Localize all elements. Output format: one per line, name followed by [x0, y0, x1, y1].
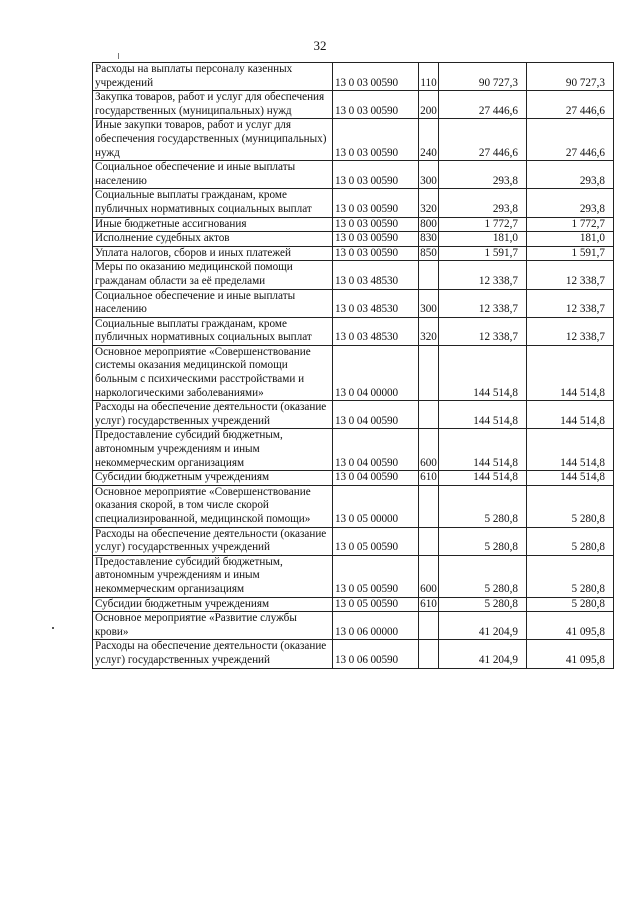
- amount-year1-cell: 144 514,8: [439, 401, 527, 429]
- expense-name-cell: Предоставление субсидий бюджетным, автономным учреждениям и иным некоммерческим организациям: [93, 429, 333, 471]
- amount-year1-cell: 293,8: [439, 161, 527, 189]
- amount-year2-cell: 1 591,7: [527, 246, 614, 261]
- amount-year2-cell: 144 514,8: [527, 471, 614, 486]
- target-code-cell: 13 0 05 00590: [333, 555, 419, 597]
- expense-name-cell: Социальные выплаты гражданам, кроме публичных нормативных социальных выплат: [93, 317, 333, 345]
- target-code-cell: 13 0 05 00590: [333, 597, 419, 612]
- expense-name-cell: Социальные выплаты гражданам, кроме публичных нормативных социальных выплат: [93, 189, 333, 217]
- target-code-cell: 13 0 04 00590: [333, 429, 419, 471]
- amount-year1-cell: 5 280,8: [439, 555, 527, 597]
- target-code-cell: 13 0 06 00000: [333, 612, 419, 640]
- amount-year2-cell: 293,8: [527, 161, 614, 189]
- table-row: [93, 345, 614, 400]
- table-row: [93, 232, 614, 247]
- table-row: [93, 189, 614, 217]
- table-body: [93, 63, 614, 669]
- table-row: [93, 527, 614, 555]
- amount-year2-cell: 293,8: [527, 189, 614, 217]
- expense-type-cell: 610: [419, 597, 439, 612]
- amount-year1-cell: 1 591,7: [439, 246, 527, 261]
- amount-year1-cell: 27 446,6: [439, 91, 527, 119]
- amount-year2-cell: 41 095,8: [527, 612, 614, 640]
- target-code-cell: 13 0 03 00590: [333, 217, 419, 232]
- target-code-cell: 13 0 03 48530: [333, 289, 419, 317]
- table-row: [93, 555, 614, 597]
- expense-name-cell: Закупка товаров, работ и услуг для обеспечения государственных (муниципальных) нужд: [93, 91, 333, 119]
- budget-table: [92, 62, 614, 669]
- table-row: [93, 401, 614, 429]
- table-row: [93, 640, 614, 668]
- amount-year1-cell: 1 772,7: [439, 217, 527, 232]
- expense-name-cell: Расходы на выплаты персоналу казенных учреждений: [93, 63, 333, 91]
- amount-year2-cell: 41 095,8: [527, 640, 614, 668]
- target-code-cell: 13 0 04 00590: [333, 401, 419, 429]
- table-row: [93, 612, 614, 640]
- target-code-cell: 13 0 03 00590: [333, 189, 419, 217]
- target-code-cell: 13 0 06 00590: [333, 640, 419, 668]
- target-code-cell: 13 0 03 00590: [333, 246, 419, 261]
- table-row: [93, 91, 614, 119]
- amount-year2-cell: 5 280,8: [527, 555, 614, 597]
- amount-year2-cell: 27 446,6: [527, 119, 614, 161]
- expense-name-cell: Меры по оказанию медицинской помощи гражданам области за её пределами: [93, 261, 333, 289]
- table-row: [93, 161, 614, 189]
- amount-year2-cell: 1 772,7: [527, 217, 614, 232]
- expense-type-cell: [419, 485, 439, 527]
- amount-year1-cell: 293,8: [439, 189, 527, 217]
- amount-year1-cell: 12 338,7: [439, 261, 527, 289]
- amount-year1-cell: 181,0: [439, 232, 527, 247]
- table-row: [93, 485, 614, 527]
- scan-tick-mark: [118, 53, 119, 59]
- amount-year1-cell: 144 514,8: [439, 429, 527, 471]
- expense-name-cell: Основное мероприятие «Совершенствование системы оказания медицинской помощи больным с психическими расстройствами и наркологическими заболеваниями»: [93, 345, 333, 400]
- expense-name-cell: Уплата налогов, сборов и иных платежей: [93, 246, 333, 261]
- amount-year1-cell: 144 514,8: [439, 345, 527, 400]
- amount-year1-cell: 41 204,9: [439, 640, 527, 668]
- expense-type-cell: 300: [419, 289, 439, 317]
- amount-year2-cell: 12 338,7: [527, 289, 614, 317]
- amount-year1-cell: 27 446,6: [439, 119, 527, 161]
- page-number: 32: [313, 38, 327, 53]
- amount-year1-cell: 12 338,7: [439, 317, 527, 345]
- expense-name-cell: Предоставление субсидий бюджетным, автономным учреждениям и иным некоммерческим организациям: [93, 555, 333, 597]
- amount-year2-cell: 12 338,7: [527, 261, 614, 289]
- expense-type-cell: 850: [419, 246, 439, 261]
- amount-year2-cell: 144 514,8: [527, 401, 614, 429]
- expense-type-cell: [419, 612, 439, 640]
- amount-year1-cell: 41 204,9: [439, 612, 527, 640]
- target-code-cell: 13 0 03 48530: [333, 261, 419, 289]
- amount-year2-cell: 144 514,8: [527, 429, 614, 471]
- expense-type-cell: 320: [419, 189, 439, 217]
- expense-name-cell: Субсидии бюджетным учреждениям: [93, 597, 333, 612]
- table-row: [93, 119, 614, 161]
- target-code-cell: 13 0 03 00590: [333, 232, 419, 247]
- table-row: [93, 289, 614, 317]
- amount-year1-cell: 5 280,8: [439, 485, 527, 527]
- target-code-cell: 13 0 04 00000: [333, 345, 419, 400]
- amount-year2-cell: 90 727,3: [527, 63, 614, 91]
- target-code-cell: 13 0 05 00000: [333, 485, 419, 527]
- expense-type-cell: 600: [419, 555, 439, 597]
- amount-year2-cell: 181,0: [527, 232, 614, 247]
- amount-year2-cell: 144 514,8: [527, 345, 614, 400]
- target-code-cell: 13 0 03 00590: [333, 91, 419, 119]
- target-code-cell: 13 0 05 00590: [333, 527, 419, 555]
- target-code-cell: 13 0 04 00590: [333, 471, 419, 486]
- amount-year1-cell: 12 338,7: [439, 289, 527, 317]
- amount-year1-cell: 90 727,3: [439, 63, 527, 91]
- expense-type-cell: 110: [419, 63, 439, 91]
- expense-type-cell: [419, 345, 439, 400]
- table-row: [93, 471, 614, 486]
- expense-type-cell: 200: [419, 91, 439, 119]
- expense-type-cell: 600: [419, 429, 439, 471]
- table-row: [93, 429, 614, 471]
- table-row: [93, 317, 614, 345]
- expense-name-cell: Основное мероприятие «Развитие службы крови»: [93, 612, 333, 640]
- expense-name-cell: Расходы на обеспечение деятельности (оказание услуг) государственных учреждений: [93, 401, 333, 429]
- expense-type-cell: 300: [419, 161, 439, 189]
- expense-name-cell: Субсидии бюджетным учреждениям: [93, 471, 333, 486]
- expense-name-cell: Социальное обеспечение и иные выплаты населению: [93, 289, 333, 317]
- expense-type-cell: 830: [419, 232, 439, 247]
- expense-name-cell: Исполнение судебных актов: [93, 232, 333, 247]
- expense-type-cell: [419, 640, 439, 668]
- amount-year2-cell: 5 280,8: [527, 527, 614, 555]
- amount-year1-cell: 5 280,8: [439, 597, 527, 612]
- scan-margin-mark: [52, 627, 54, 629]
- expense-type-cell: 320: [419, 317, 439, 345]
- expense-type-cell: 610: [419, 471, 439, 486]
- amount-year2-cell: 5 280,8: [527, 485, 614, 527]
- amount-year1-cell: 144 514,8: [439, 471, 527, 486]
- expense-name-cell: Расходы на обеспечение деятельности (оказание услуг) государственных учреждений: [93, 640, 333, 668]
- amount-year1-cell: 5 280,8: [439, 527, 527, 555]
- expense-type-cell: 240: [419, 119, 439, 161]
- expense-name-cell: Социальное обеспечение и иные выплаты населению: [93, 161, 333, 189]
- expense-name-cell: Иные закупки товаров, работ и услуг для обеспечения государственных (муниципальных) нужд: [93, 119, 333, 161]
- expense-type-cell: [419, 401, 439, 429]
- target-code-cell: 13 0 03 00590: [333, 63, 419, 91]
- amount-year2-cell: 12 338,7: [527, 317, 614, 345]
- table-row: [93, 597, 614, 612]
- expense-name-cell: Основное мероприятие «Совершенствование оказания скорой, в том числе скорой специализированной, медицинской помощи»: [93, 485, 333, 527]
- expense-name-cell: Расходы на обеспечение деятельности (оказание услуг) государственных учреждений: [93, 527, 333, 555]
- target-code-cell: 13 0 03 00590: [333, 161, 419, 189]
- expense-type-cell: [419, 261, 439, 289]
- expense-type-cell: 800: [419, 217, 439, 232]
- table-row: [93, 63, 614, 91]
- expense-type-cell: [419, 527, 439, 555]
- table-row: [93, 246, 614, 261]
- amount-year2-cell: 5 280,8: [527, 597, 614, 612]
- target-code-cell: 13 0 03 00590: [333, 119, 419, 161]
- target-code-cell: 13 0 03 48530: [333, 317, 419, 345]
- amount-year2-cell: 27 446,6: [527, 91, 614, 119]
- table-row: [93, 217, 614, 232]
- table-row: [93, 261, 614, 289]
- expense-name-cell: Иные бюджетные ассигнования: [93, 217, 333, 232]
